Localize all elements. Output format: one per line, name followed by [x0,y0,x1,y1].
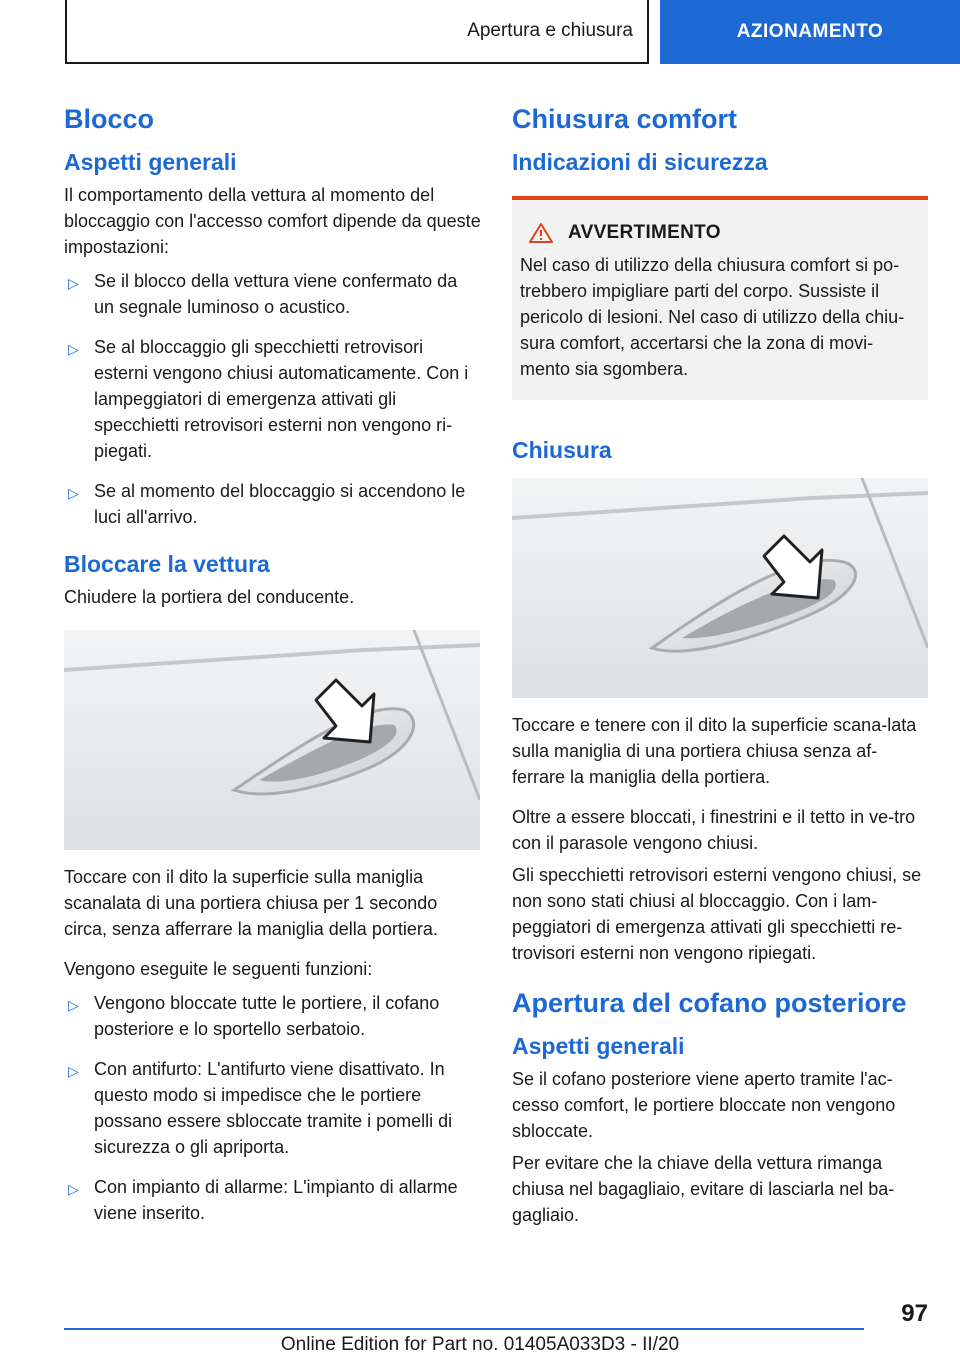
mirrors-text: Gli specchietti retrovisori esterni vengono chiusi, se non sono stati chiusi al bloccaggio. Con i lam-peggiatori di emergenza attivati gli specchietti re-trovisori esterni non vengono ripiegati. [512,865,922,963]
page-number: 97 [901,1300,928,1327]
footer-edition: Online Edition for Part no. 01405A033D3 - II/20 [280,1334,680,1355]
settings-list [64,268,482,530]
heading-closing: Chiusura [512,437,612,463]
warning-title: AVVERTIMENTO [568,222,721,243]
list-item: ▷ Se il blocco della vettura viene confermato da un segnale luminoso o acustico. [68,271,458,317]
door-handle-illustration [512,478,928,698]
triangle-bullet-icon: ▷ [68,1181,79,1197]
header-chapter-label: Apertura e chiusura [467,20,633,41]
intro-text: Il comportamento della vettura al momento del bloccaggio con l'accesso comfort dipende da queste impostazioni: [64,185,481,257]
header-section-label: AZIONAMENTO [736,21,884,42]
trunk-text: Se il cofano posteriore viene aperto tramite l'ac-cesso comfort, le portiere bloccate non vengono sbloccate. [512,1069,896,1141]
list-item: ▷ Vengono bloccate tutte le portiere, il cofano posteriore e lo sportello serbatoio. [68,993,440,1039]
lock-instruction: Chiudere la portiera del conducente. [64,587,355,607]
door-handle-image [512,478,928,698]
header-chapter [65,0,649,64]
left-column [64,100,482,1240]
door-handle-image [64,630,480,850]
header-section [660,0,960,64]
door-handle-illustration [64,630,480,850]
warning-text: Nel caso di utilizzo della chiusura comfort si po-trebbero impigliare parti del corpo. Sussiste il pericolo di lesioni. Nel caso di utilizzo della chiu-sura comfort, accertarsi che la zona di movi-mento sia sgombera. [520,255,905,379]
heading-lock-vehicle: Bloccare la vettura [64,551,270,577]
triangle-bullet-icon: ▷ [68,485,79,501]
list-item: ▷ Con antifurto: L'antifurto viene disattivato. In questo modo si impedisce che le portiere possano essere sbloccate tramite i pomelli di sicurezza o gli apriporta. [68,1059,453,1157]
triangle-bullet-icon: ▷ [68,1063,79,1079]
heading-blocco: Blocco [64,104,155,134]
heading-comfort-close: Chiusura comfort [512,104,738,134]
heading-general: Aspetti generali [64,149,237,175]
footer-divider [64,1328,864,1330]
list-item: ▷ Se al momento del bloccaggio si accendono le luci all'arrivo. [68,481,466,527]
functions-list [64,990,482,1226]
list-item: ▷ Se al bloccaggio gli specchietti retrovisori esterni vengono chiusi automaticamente. Con i lampeggiatori di emergenza attivati gli specchietti retrovisori esterni non vengono ri-piegati. [68,337,469,461]
triangle-bullet-icon: ▷ [68,341,79,357]
heading-trunk: Apertura del cofano posteriore [512,988,907,1018]
lock-caption: Toccare con il dito la superficie sulla maniglia scanalata di una portiera chiusa per 1 secondo circa, senza afferrare la maniglia della portiera. [64,867,438,939]
windows-text: Oltre a essere bloccati, i finestrini e il tetto in ve-tro con il parasole vengono chiusi. [512,807,916,853]
heading-trunk-general: Aspetti generali [512,1033,685,1059]
right-column [512,100,928,1228]
trunk-key-text: Per evitare che la chiave della vettura rimanga chiusa nel bagagliaio, evitare di lasciarla nel ba-gagliaio. [512,1153,895,1225]
triangle-bullet-icon: ▷ [68,275,79,291]
triangle-bullet-icon: ▷ [68,997,79,1013]
warning-triangle-icon [528,222,554,244]
warning-box [512,196,928,400]
list-item: ▷ Con impianto di allarme: L'impianto di allarme viene inserito. [68,1177,458,1223]
functions-intro: Vengono eseguite le seguenti funzioni: [64,959,373,979]
heading-safety: Indicazioni di sicurezza [512,149,768,175]
close-caption: Toccare e tenere con il dito la superficie scana-lata sulla maniglia di una portiera chiusa senza af-ferrare la maniglia della portiera. [512,715,917,787]
